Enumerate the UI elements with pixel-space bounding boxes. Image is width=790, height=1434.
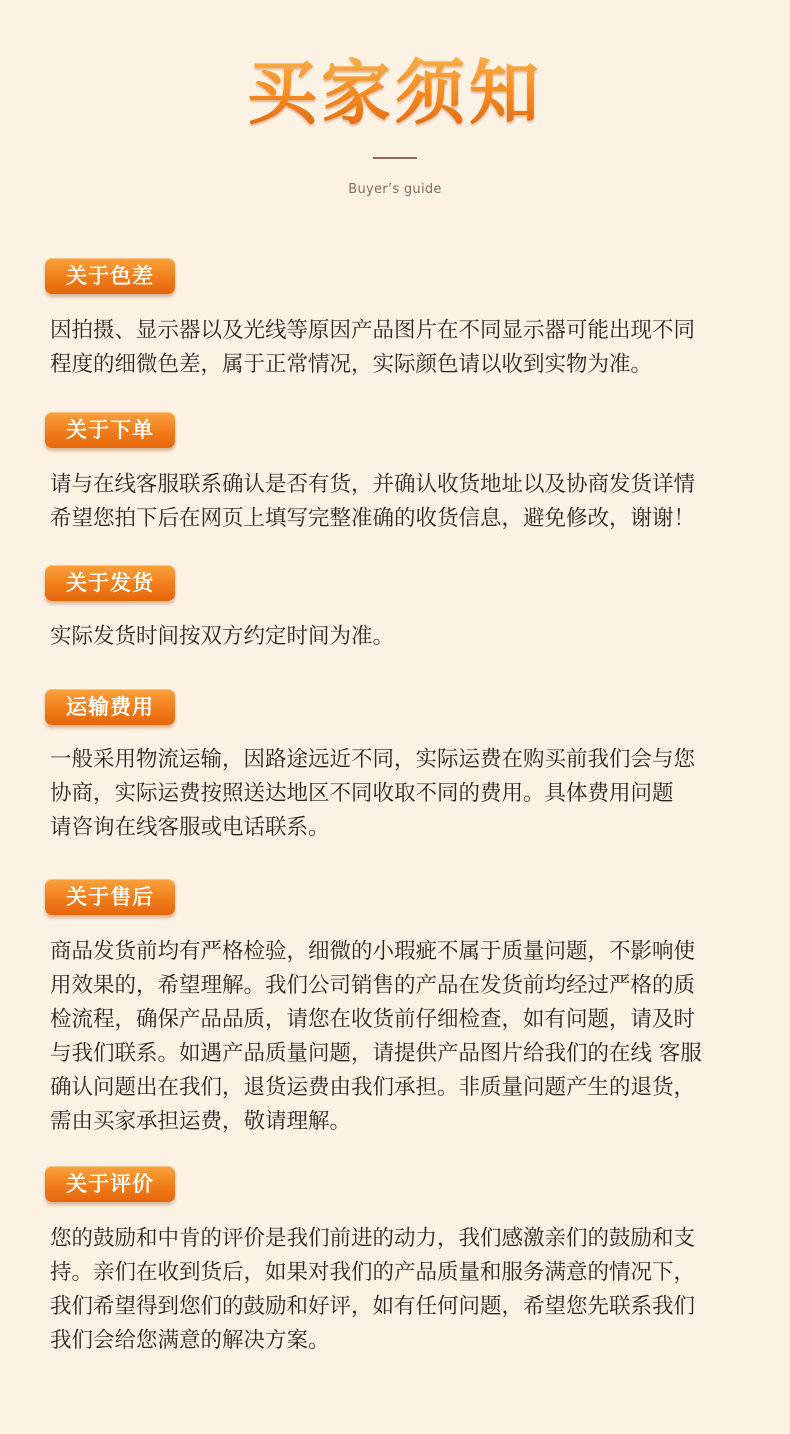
body-line: 商品发货前均有严格检验，细微的小瑕疵不属于质量问题，不影响使 [50,939,696,964]
body-line: 请与在线客服联系确认是否有货，并确认收货地址以及协商发货详情 [50,472,696,497]
section-badge: 运输费用 [45,689,175,725]
section-body [50,620,760,654]
page-title: 买家须知 [0,50,790,136]
section-badge: 关于售后 [45,879,175,915]
body-line: 程度的细微色差，属于正常情况，实际颜色请以收到实物为准。 [50,352,653,377]
title-divider [373,157,417,159]
body-line: 您的鼓励和中肯的评价是我们前进的动力，我们感激亲们的鼓励和支 [50,1226,696,1251]
body-line: 实际发货时间按双方约定时间为准。 [50,624,395,649]
body-line: 我们希望得到您们的鼓励和好评，如有任何问题，希望您先联系我们 [50,1294,696,1319]
section-badge: 关于色差 [45,258,175,294]
body-line: 确认问题出在我们，退货运费由我们承担。非质量问题产生的退货， [50,1075,696,1100]
body-line: 与我们联系。如遇产品质量问题，请提供产品图片给我们的在线 客服 [50,1041,702,1066]
body-line: 检流程，确保产品品质，请您在收货前仔细检查，如有问题，请及时 [50,1007,696,1032]
body-line: 一般采用物流运输，因路途远近不同，实际运费在购买前我们会与您 [50,747,696,772]
body-line: 用效果的，希望理解。我们公司销售的产品在发货前均经过严格的质 [50,973,696,998]
body-line: 我们会给您满意的解决方案。 [50,1328,330,1353]
body-line: 需由买家承担运费，敬请理解。 [50,1109,352,1134]
page-subtitle: Buyer’s guide [348,182,442,197]
section-body [50,314,760,382]
section-body [50,935,760,1139]
section-body [50,1222,760,1358]
body-line: 希望您拍下后在网页上填写完整准确的收货信息，避免修改，谢谢！ [50,506,696,531]
body-line: 请咨询在线客服或电话联系。 [50,815,330,840]
section-badge: 关于评价 [45,1166,175,1202]
body-line: 因拍摄、显示器以及光线等原因产品图片在不同显示器可能出现不同 [50,318,696,343]
body-line: 持。亲们在收到货后，如果对我们的产品质量和服务满意的情况下， [50,1260,696,1285]
section-badge: 关于发货 [45,565,175,601]
body-line: 协商，实际运费按照送达地区不同收取不同的费用。具体费用问题 [50,781,674,806]
section-body [50,743,760,845]
section-badge: 关于下单 [45,412,175,448]
section-body [50,468,760,536]
